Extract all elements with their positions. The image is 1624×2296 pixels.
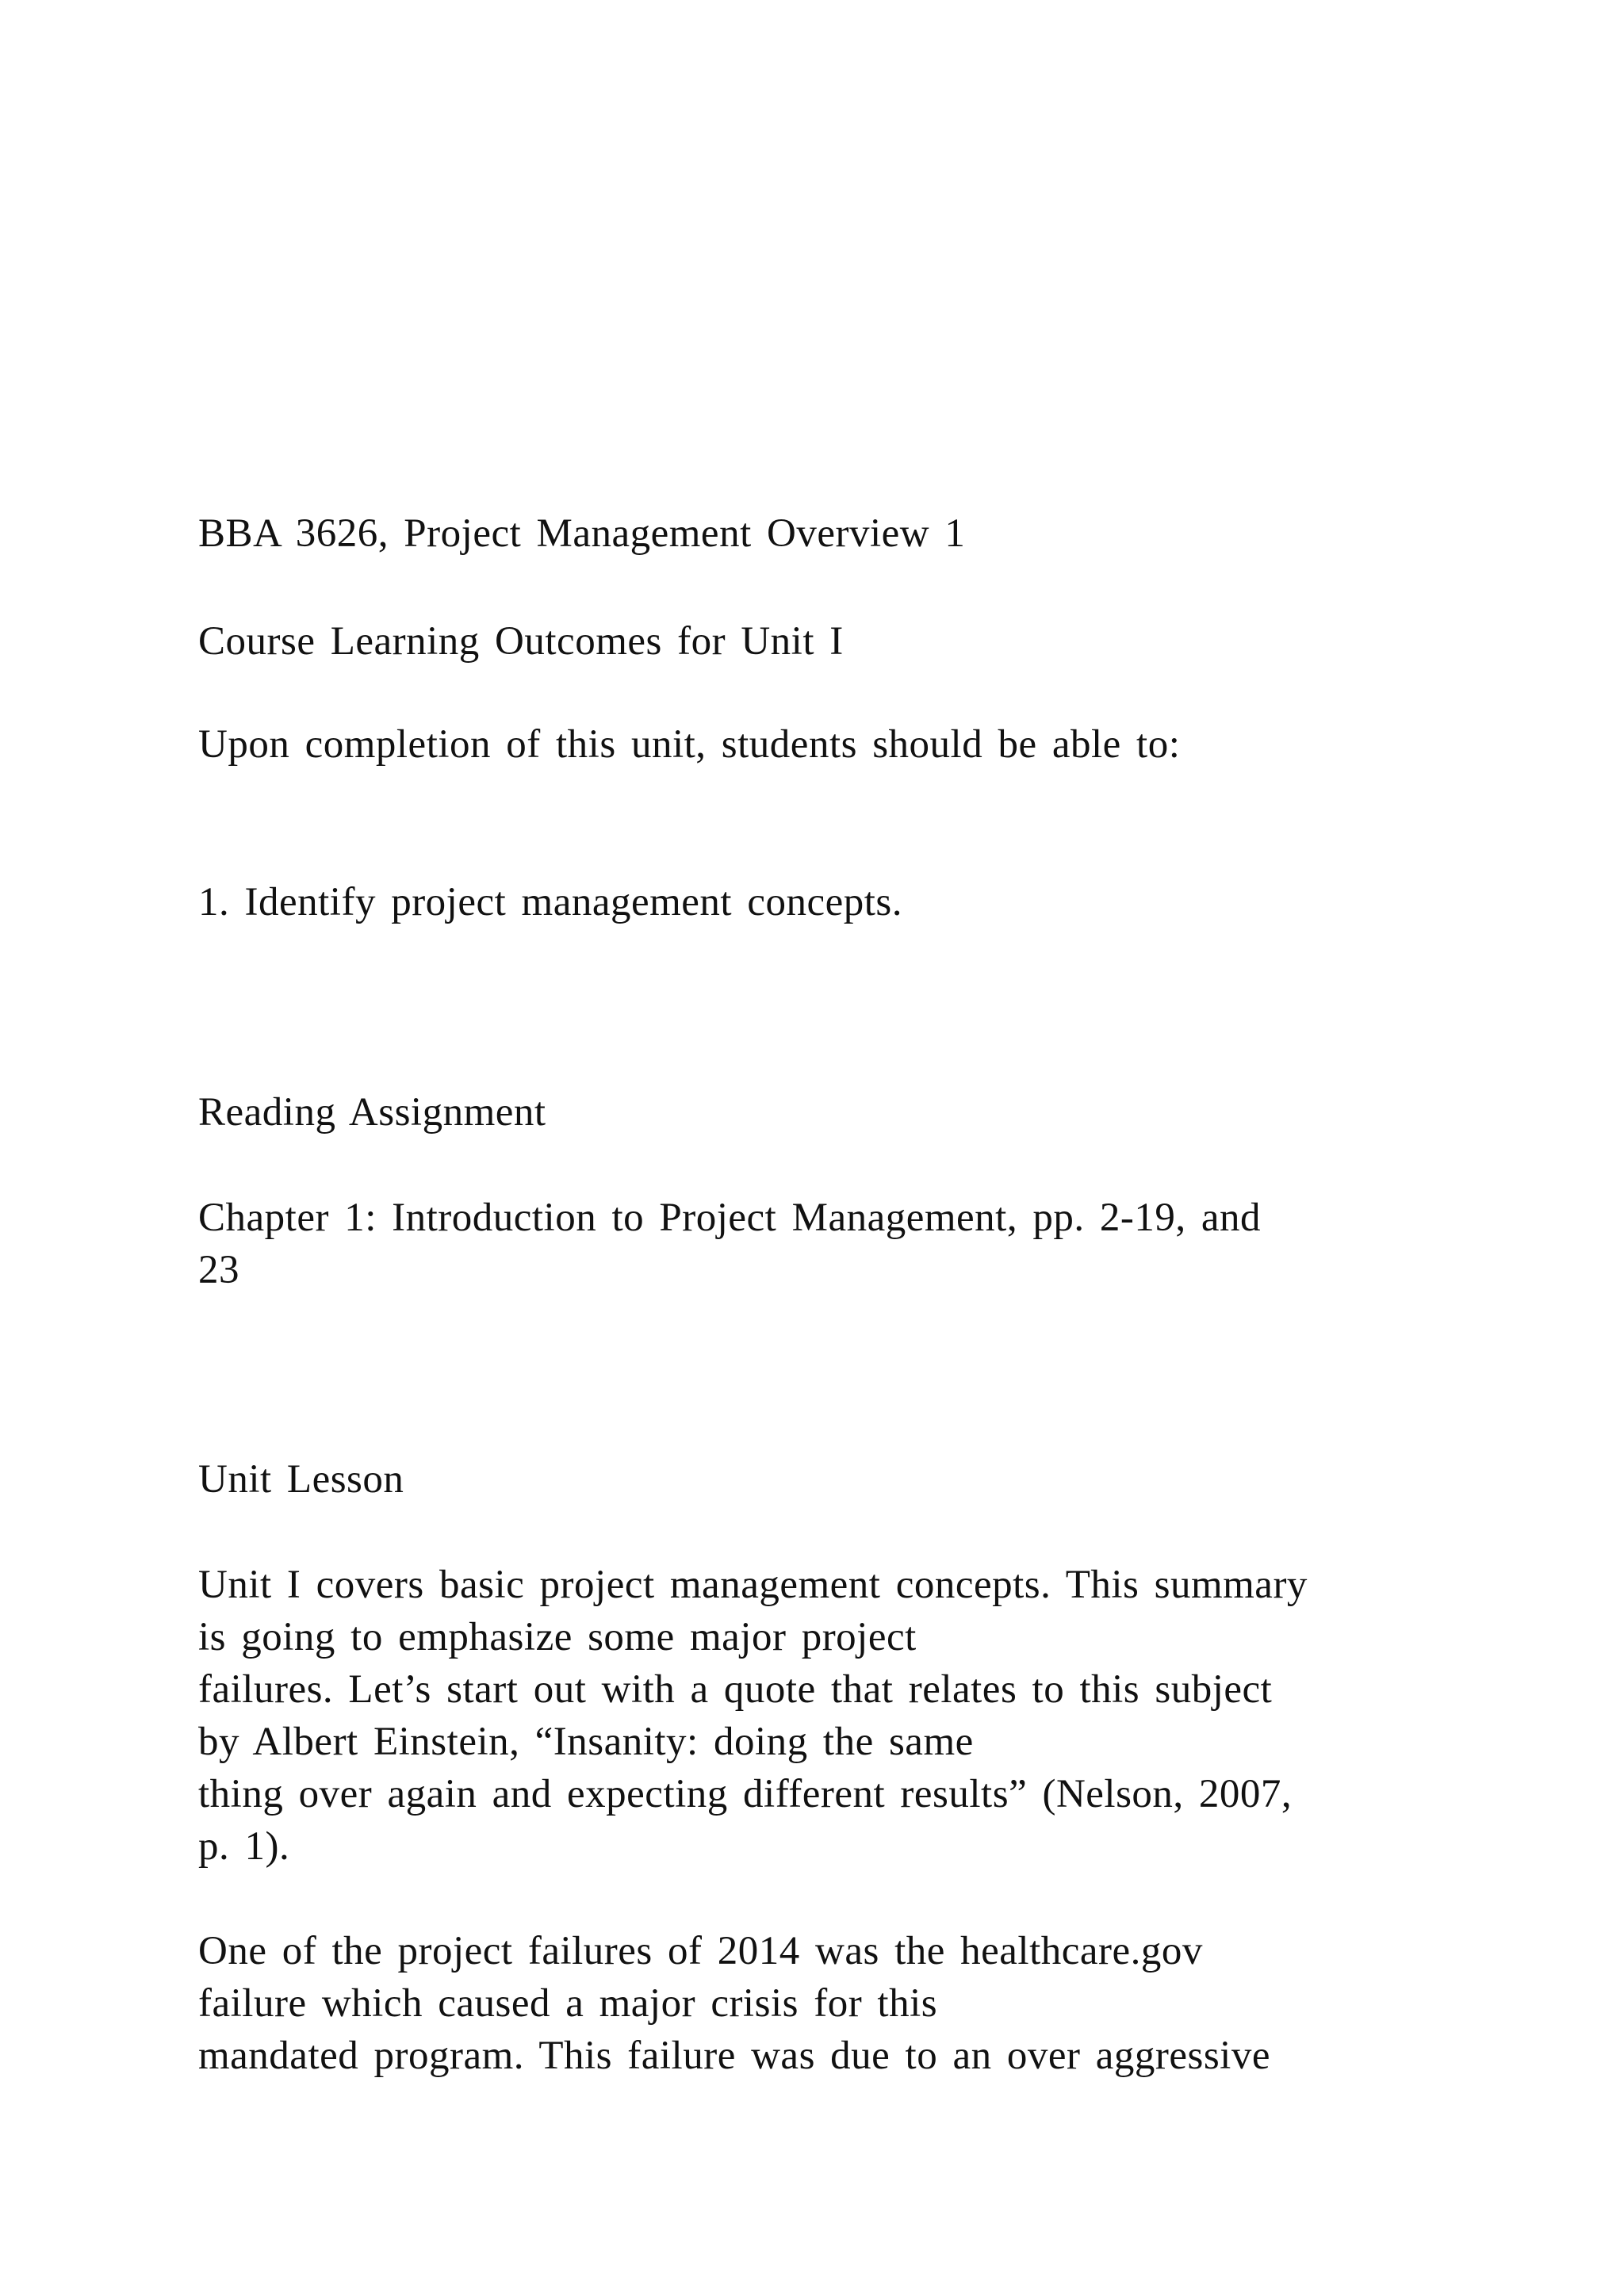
reading-line: 23: [198, 1248, 239, 1292]
reading-heading: Reading Assignment: [198, 1090, 546, 1135]
lesson-paragraph-line: thing over again and expecting different results” (Nelson, 2007,: [198, 1772, 1293, 1816]
outcomes-intro: Upon completion of this unit, students should be able to:: [198, 722, 1181, 767]
lesson-paragraph-line: p. 1).: [198, 1824, 290, 1869]
lesson-paragraph-line: Unit I covers basic project management concepts. This summary: [198, 1563, 1308, 1607]
outcome-item: 1. Identify project management concepts.: [198, 880, 903, 924]
lesson-paragraph-line: is going to emphasize some major project: [198, 1615, 917, 1659]
lesson-heading: Unit Lesson: [198, 1457, 404, 1502]
lesson-paragraph-line: by Albert Einstein, “Insanity: doing the same: [198, 1720, 974, 1764]
lesson-paragraph-line: mandated program. This failure was due to an over aggressive: [198, 2034, 1270, 2078]
outcomes-heading: Course Learning Outcomes for Unit I: [198, 619, 844, 664]
lesson-paragraph-line: failure which caused a major crisis for this: [198, 1981, 938, 2026]
lesson-paragraph-line: One of the project failures of 2014 was the healthcare.gov: [198, 1929, 1203, 1973]
document-header: BBA 3626, Project Management Overview 1: [198, 511, 966, 556]
reading-line: Chapter 1: Introduction to Project Management, pp. 2-19, and: [198, 1196, 1261, 1240]
lesson-paragraph-line: failures. Let’s start out with a quote that relates to this subject: [198, 1667, 1273, 1712]
